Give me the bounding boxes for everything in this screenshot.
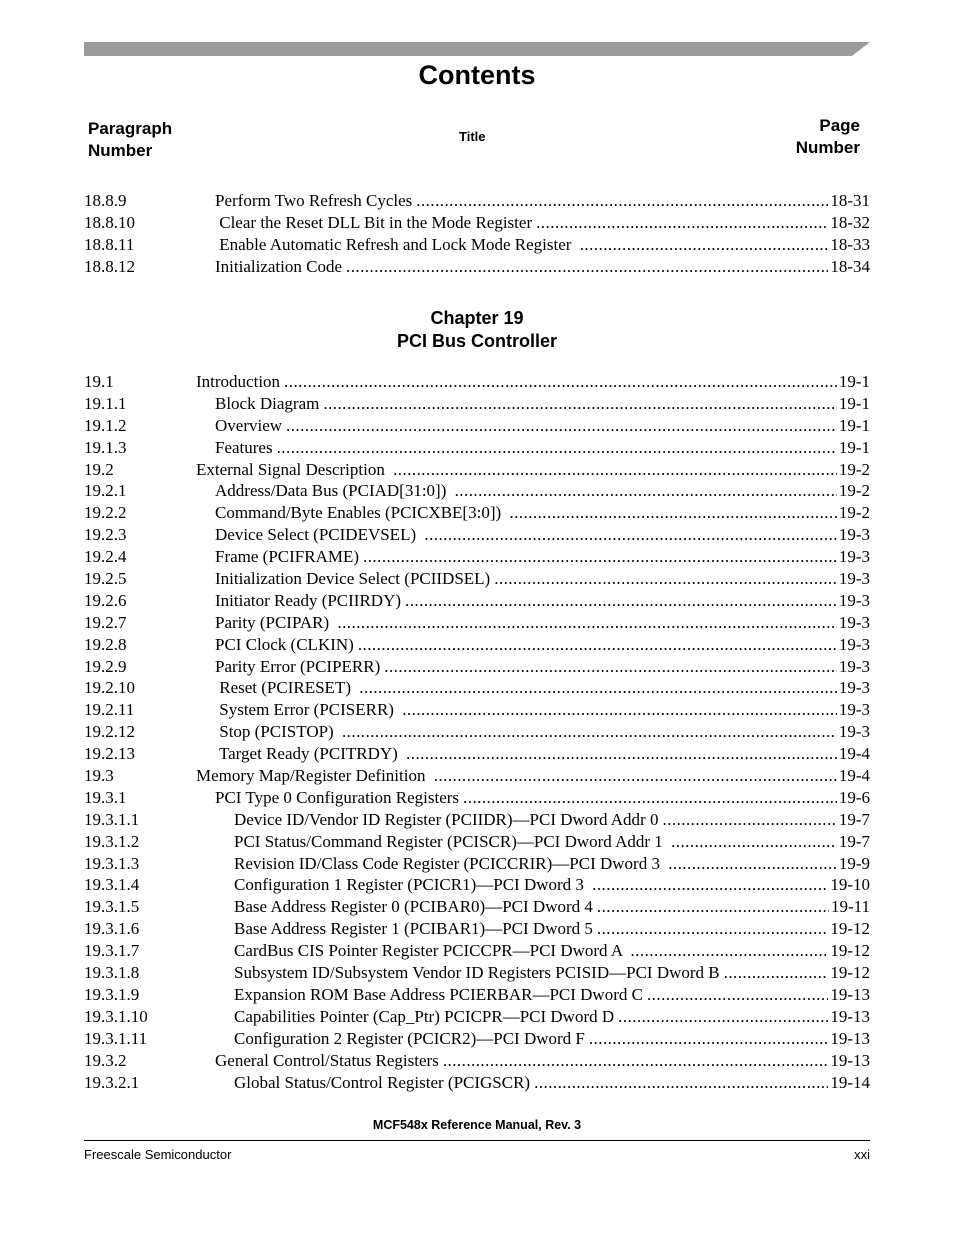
- toc-entry-page: 19-2: [838, 503, 870, 523]
- toc-entry-page: 19-3: [838, 700, 870, 720]
- toc-entry-line: [234, 1028, 870, 1050]
- toc-entry-number: 19.2: [84, 459, 114, 479]
- toc-entry-number: 19.3.1: [84, 787, 127, 807]
- toc-entry-title: Initiator Ready (PCIIRDY): [215, 590, 402, 610]
- toc-entry-page: 19-3: [838, 678, 870, 698]
- toc-entry[interactable]: [84, 853, 870, 875]
- toc-dot-leader: [589, 1028, 828, 1050]
- toc-entry[interactable]: [84, 590, 870, 612]
- toc-entry-line: [215, 787, 870, 809]
- toc-entry-number: 19.3.1.10: [84, 1006, 148, 1026]
- toc-entry-page: 19-3: [838, 590, 870, 610]
- toc-entry-page: 19-7: [838, 809, 870, 829]
- toc-entry-title: Subsystem ID/Subsystem Vendor ID Registers PCISID—PCI Dword B: [234, 963, 720, 983]
- toc-entry-page: 19-13: [830, 1006, 870, 1026]
- toc-entry[interactable]: [84, 699, 870, 721]
- toc-entry-title: Address/Data Bus (PCIAD[31:0]): [215, 481, 451, 501]
- toc-entry-title: Parity Error (PCIPERR): [215, 656, 381, 676]
- toc-entry-title: Stop (PCISTOP): [215, 722, 338, 742]
- toc-dot-leader: [277, 437, 837, 459]
- toc-entry[interactable]: [84, 190, 870, 212]
- toc-dot-leader: [424, 524, 836, 546]
- footer-divider: [84, 1140, 870, 1141]
- toc-entry-title: Revision ID/Class Code Register (PCICCRIR)—PCI Dword 3: [234, 853, 665, 873]
- toc-dot-leader: [580, 234, 829, 256]
- toc-entry-line: [215, 743, 870, 765]
- toc-entry-page: 19-6: [838, 787, 870, 807]
- toc-entry-title: PCI Status/Command Register (PCISCR)—PCI Dword Addr 1: [234, 831, 668, 851]
- toc-entry-line: [215, 393, 870, 415]
- toc-entry[interactable]: [84, 634, 870, 656]
- toc-entry-number: 18.8.11: [84, 234, 135, 254]
- toc-entry-line: [234, 831, 870, 853]
- toc-dot-leader: [724, 962, 829, 984]
- toc-entry-title: Command/Byte Enables (PCICXBE[3:0]): [215, 503, 506, 523]
- toc-entry-page: 19-1: [838, 437, 870, 457]
- toc-entry-line: [215, 1050, 870, 1072]
- paragraph-number-header: [88, 118, 172, 162]
- toc-entry-title: Capabilities Pointer (Cap_Ptr) PCICPR—PCI Dword D: [234, 1006, 615, 1026]
- toc-entry-line: [215, 568, 870, 590]
- toc-dot-leader: [416, 190, 828, 212]
- toc-entry-number: 19.3: [84, 766, 114, 786]
- toc-entry[interactable]: [84, 437, 870, 459]
- toc-entry[interactable]: [84, 524, 870, 546]
- toc-entry-page: 19-12: [830, 919, 870, 939]
- toc-entry-number: 19.3.1.1: [84, 809, 140, 829]
- toc-entry-line: [234, 896, 870, 918]
- toc-entry-page: 19-1: [838, 415, 870, 435]
- toc-entry-page: 19-7: [838, 831, 870, 851]
- toc-entry-page: 19-10: [830, 875, 870, 895]
- toc-entry[interactable]: [84, 874, 870, 896]
- toc-entry[interactable]: [84, 1050, 870, 1072]
- toc-entry-page: 19-12: [830, 963, 870, 983]
- toc-entry-number: 19.3.1.4: [84, 875, 140, 895]
- toc-entry-number: 19.2.1: [84, 481, 127, 501]
- toc-entry[interactable]: [84, 502, 870, 524]
- toc-entry[interactable]: [84, 765, 870, 787]
- toc-dot-leader: [597, 918, 828, 940]
- toc-entry[interactable]: [84, 1072, 870, 1094]
- toc-dot-leader: [630, 940, 828, 962]
- toc-entry-line: [234, 874, 870, 896]
- toc-entry-page: 19-11: [830, 897, 870, 917]
- toc-entry-page: 19-4: [838, 744, 870, 764]
- toc-entry-number: 19.3.1.8: [84, 963, 140, 983]
- toc-entry-title: Features: [215, 437, 273, 457]
- manual-title: MCF548x Reference Manual, Rev. 3: [372, 1118, 582, 1132]
- toc-entry[interactable]: [84, 546, 870, 568]
- chapter-title: PCI Bus Controller: [396, 331, 557, 351]
- toc-entry-title: Base Address Register 0 (PCIBAR0)—PCI Dword 4: [234, 897, 593, 917]
- toc-dot-leader: [443, 1050, 829, 1072]
- toc-section-18: [84, 190, 870, 278]
- toc-dot-leader: [384, 656, 837, 678]
- toc-entry-line: [234, 853, 870, 875]
- toc-entry[interactable]: [84, 480, 870, 502]
- toc-dot-leader: [323, 393, 836, 415]
- toc-entry-line: [215, 590, 870, 612]
- toc-entry-title: Enable Automatic Refresh and Lock Mode Register: [215, 234, 576, 254]
- toc-entry-title: System Error (PCISERR): [215, 700, 399, 720]
- toc-entry-number: 19.2.11: [84, 700, 135, 720]
- toc-entry[interactable]: [84, 1028, 870, 1050]
- toc-entry-title: Device Select (PCIDEVSEL): [215, 525, 421, 545]
- toc-entry[interactable]: [84, 721, 870, 743]
- toc-entry-title: Device ID/Vendor ID Register (PCIIDR)—PCI Dword Addr 0: [234, 809, 659, 829]
- toc-entry-number: 19.3.2.1: [84, 1072, 140, 1092]
- toc-section-19: [84, 371, 870, 1093]
- toc-dot-leader: [402, 699, 837, 721]
- toc-entry-title: Parity (PCIPAR): [215, 612, 334, 632]
- toc-entry-number: 19.2.10: [84, 678, 135, 698]
- toc-entry-number: 19.3.1.6: [84, 919, 140, 939]
- toc-entry[interactable]: [84, 940, 870, 962]
- toc-dot-leader: [671, 831, 837, 853]
- toc-entry-title: Configuration 1 Register (PCICR1)—PCI Dword 3: [234, 875, 589, 895]
- toc-dot-leader: [434, 765, 837, 787]
- toc-entry-title: PCI Type 0 Configuration Registers: [215, 787, 460, 807]
- toc-entry-page: 19-4: [838, 766, 870, 786]
- toc-entry-page: 19-2: [838, 481, 870, 501]
- toc-entry[interactable]: [84, 787, 870, 809]
- toc-entry[interactable]: [84, 896, 870, 918]
- toc-dot-leader: [592, 874, 828, 896]
- toc-entry-line: [196, 371, 870, 393]
- chapter-number: Chapter 19: [430, 308, 524, 328]
- toc-entry-line: [215, 437, 870, 459]
- toc-entry-page: 18-33: [830, 234, 870, 254]
- toc-dot-leader: [534, 1072, 828, 1094]
- toc-entry-page: 19-3: [838, 656, 870, 676]
- toc-entry-number: 19.1.1: [84, 393, 127, 413]
- toc-entry-title: Overview: [215, 415, 283, 435]
- toc-entry-line: [196, 459, 870, 481]
- toc-entry-number: 19.3.1.11: [84, 1028, 148, 1048]
- toc-dot-leader: [406, 743, 837, 765]
- toc-entry-page: 19-3: [838, 569, 870, 589]
- toc-entry-page: 19-9: [838, 853, 870, 873]
- toc-entry[interactable]: [84, 568, 870, 590]
- page-title: Contents: [418, 60, 536, 90]
- toc-dot-leader: [668, 853, 837, 875]
- chapter-heading: [0, 307, 954, 353]
- toc-dot-leader: [363, 546, 837, 568]
- toc-entry-title: Perform Two Refresh Cycles: [215, 191, 413, 210]
- toc-dot-leader: [405, 590, 837, 612]
- toc-entry-title: Expansion ROM Base Address PCIERBAR—PCI Dword C: [234, 984, 643, 1004]
- header-accent-shape: [84, 42, 870, 56]
- toc-entry[interactable]: [84, 831, 870, 853]
- toc-entry-page: 18-31: [830, 191, 870, 210]
- toc-dot-leader: [337, 612, 836, 634]
- toc-entry-page: 19-1: [838, 393, 870, 413]
- toc-entry-number: 19.2.6: [84, 590, 127, 610]
- toc-entry-page: 19-1: [838, 372, 870, 391]
- toc-dot-leader: [346, 256, 828, 278]
- toc-dot-leader: [536, 212, 828, 234]
- toc-entry-line: [215, 256, 870, 278]
- header-accent-bar: [84, 42, 870, 56]
- toc-entry-number: 19.2.12: [84, 722, 135, 742]
- toc-entry[interactable]: [84, 984, 870, 1006]
- toc-entry-number: 19.2.5: [84, 569, 127, 589]
- toc-entry[interactable]: [84, 415, 870, 437]
- toc-entry-line: [215, 502, 870, 524]
- toc-entry-title: Frame (PCIFRAME): [215, 547, 360, 567]
- page-header-line1: Page: [819, 116, 860, 135]
- toc-entry[interactable]: [84, 393, 870, 415]
- toc-entry-page: 19-3: [838, 634, 870, 654]
- toc-entry-number: 19.3.1.7: [84, 941, 140, 961]
- toc-entry[interactable]: [84, 256, 870, 278]
- toc-entry-line: [234, 940, 870, 962]
- toc-entry[interactable]: [84, 459, 870, 481]
- toc-entry-page: 19-3: [838, 612, 870, 632]
- toc-dot-leader: [359, 677, 837, 699]
- toc-entry-line: [215, 546, 870, 568]
- toc-entry[interactable]: [84, 371, 870, 393]
- toc-dot-leader: [455, 480, 837, 502]
- toc-entry-page: 19-3: [838, 547, 870, 567]
- toc-entry-number: 19.1: [84, 372, 114, 391]
- title-header: Title: [459, 129, 486, 144]
- toc-entry-page: 19-13: [830, 984, 870, 1004]
- toc-dot-leader: [358, 634, 837, 656]
- toc-entry-title: Base Address Register 1 (PCIBAR1)—PCI Dword 5: [234, 919, 593, 939]
- toc-entry[interactable]: [84, 1006, 870, 1028]
- toc-entry-line: [215, 699, 870, 721]
- toc-entry-line: [234, 1072, 870, 1094]
- toc-entry-title: Initialization Device Select (PCIIDSEL): [215, 569, 491, 589]
- toc-entry[interactable]: [84, 962, 870, 984]
- toc-entry-line: [215, 634, 870, 656]
- toc-entry-title: Clear the Reset DLL Bit in the Mode Register: [215, 212, 533, 232]
- toc-entry-number: 19.2.4: [84, 547, 127, 567]
- toc-entry-title: General Control/Status Registers: [215, 1050, 439, 1070]
- toc-entry[interactable]: [84, 656, 870, 678]
- toc-entry-page: 19-3: [838, 722, 870, 742]
- toc-dot-leader: [618, 1006, 828, 1028]
- toc-entry[interactable]: [84, 612, 870, 634]
- toc-entry-number: 19.1.3: [84, 437, 127, 457]
- toc-entry-number: 19.1.2: [84, 415, 127, 435]
- toc-entry[interactable]: [84, 918, 870, 940]
- toc-entry-line: [234, 984, 870, 1006]
- toc-entry-number: 18.8.12: [84, 256, 135, 276]
- toc-entry-title: Target Ready (PCITRDY): [215, 744, 403, 764]
- toc-dot-leader: [509, 502, 836, 524]
- toc-entry-page: 19-13: [830, 1028, 870, 1048]
- paragraph-header-line2: Number: [88, 141, 153, 160]
- toc-entry-title: PCI Clock (CLKIN): [215, 634, 354, 654]
- toc-dot-leader: [647, 984, 828, 1006]
- toc-dot-leader: [286, 415, 837, 437]
- paragraph-header-line1: Paragraph: [88, 119, 173, 138]
- toc-entry-line: [215, 612, 870, 634]
- toc-entry-title: Reset (PCIRESET): [215, 678, 356, 698]
- toc-dot-leader: [284, 371, 837, 393]
- toc-entry-line: [196, 765, 870, 787]
- page-number-header: [796, 115, 860, 159]
- toc-entry[interactable]: [84, 212, 870, 234]
- toc-entry[interactable]: [84, 809, 870, 831]
- toc-entry-title: CardBus CIS Pointer Register PCICCPR—PCI Dword A: [234, 941, 627, 961]
- toc-entry-line: [234, 1006, 870, 1028]
- toc-entry-page: 19-14: [830, 1072, 870, 1092]
- toc-dot-leader: [662, 809, 836, 831]
- toc-entry-number: 19.2.13: [84, 744, 135, 764]
- toc-entry-title: Global Status/Control Register (PCIGSCR): [234, 1072, 531, 1092]
- toc-entry-number: 19.3.1.3: [84, 853, 140, 873]
- footer-company: Freescale Semiconductor: [84, 1147, 232, 1162]
- toc-entry-title: Introduction: [196, 372, 281, 391]
- toc-entry-number: 19.2.8: [84, 634, 127, 654]
- toc-entry-number: 18.8.9: [84, 191, 127, 210]
- toc-entry-number: 19.3.1.9: [84, 984, 140, 1004]
- toc-entry-number: 19.2.2: [84, 503, 127, 523]
- toc-entry-title: Block Diagram: [215, 393, 320, 413]
- toc-entry-page: 18-32: [830, 212, 870, 232]
- toc-entry-page: 19-3: [838, 525, 870, 545]
- toc-entry-number: 19.3.1.5: [84, 897, 140, 917]
- toc-entry-line: [215, 480, 870, 502]
- toc-entry-title: Configuration 2 Register (PCICR2)—PCI Dword F: [234, 1028, 585, 1048]
- toc-dot-leader: [463, 787, 837, 809]
- toc-entry[interactable]: [84, 677, 870, 699]
- toc-entry-line: [215, 677, 870, 699]
- toc-entry-title: Memory Map/Register Definition: [196, 766, 430, 786]
- toc-entry[interactable]: [84, 234, 870, 256]
- toc-entry-line: [234, 962, 870, 984]
- toc-entry-title: External Signal Description: [196, 459, 390, 479]
- toc-entry-line: [215, 190, 870, 212]
- toc-entry-line: [215, 415, 870, 437]
- toc-entry-line: [215, 234, 870, 256]
- toc-entry-number: 18.8.10: [84, 212, 135, 232]
- toc-entry-number: 19.2.7: [84, 612, 127, 632]
- toc-dot-leader: [393, 459, 837, 481]
- toc-entry[interactable]: [84, 743, 870, 765]
- toc-entry-line: [215, 212, 870, 234]
- toc-dot-leader: [494, 568, 837, 590]
- toc-entry-line: [234, 809, 870, 831]
- toc-entry-number: 19.3.2: [84, 1050, 127, 1070]
- toc-entry-line: [234, 918, 870, 940]
- toc-entry-page: 19-2: [838, 459, 870, 479]
- toc-entry-number: 19.2.9: [84, 656, 127, 676]
- toc-dot-leader: [597, 896, 829, 918]
- toc-entry-line: [215, 721, 870, 743]
- toc-dot-leader: [342, 721, 837, 743]
- toc-entry-page: 18-34: [830, 256, 870, 276]
- footer-page-number: xxi: [854, 1147, 870, 1162]
- page-header-line2: Number: [795, 138, 860, 157]
- toc-entry-number: 19.3.1.2: [84, 831, 140, 851]
- toc-entry-number: 19.2.3: [84, 525, 127, 545]
- toc-entry-line: [215, 656, 870, 678]
- toc-entry-line: [215, 524, 870, 546]
- toc-entry-title: Initialization Code: [215, 256, 342, 276]
- toc-entry-page: 19-13: [830, 1050, 870, 1070]
- toc-entry-page: 19-12: [830, 941, 870, 961]
